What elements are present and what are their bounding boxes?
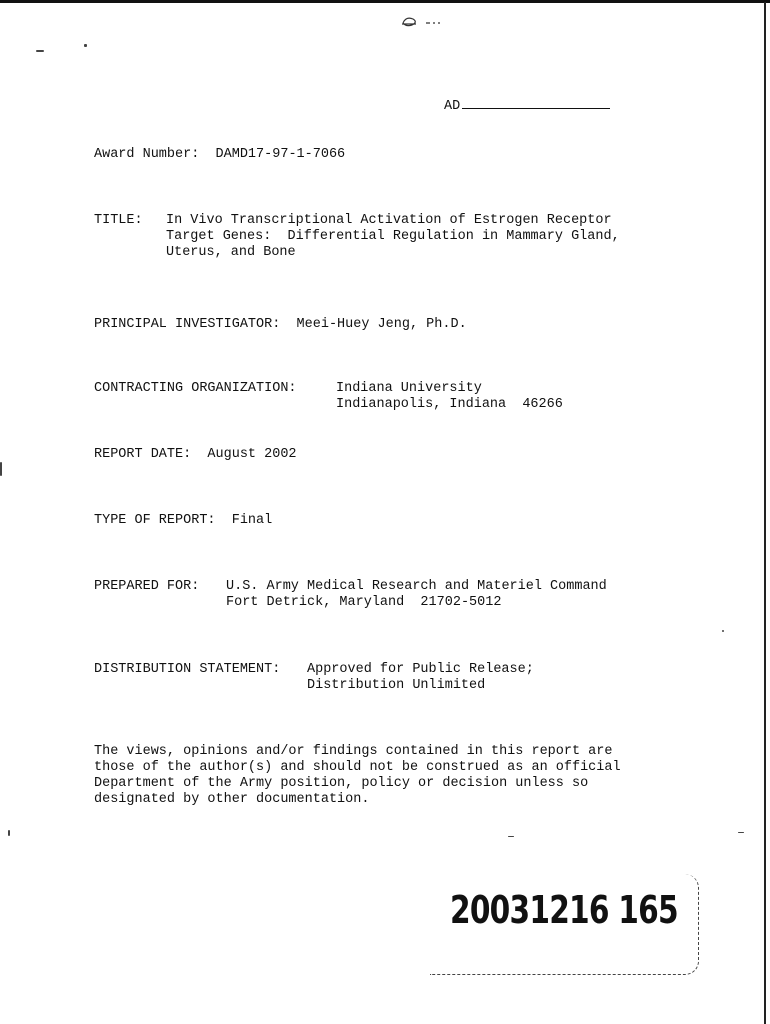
award-number (94, 147, 345, 163)
scan-speck (0, 462, 2, 476)
org-line: Indianapolis, Indiana 46266 (336, 397, 563, 412)
title-line: Target Genes: Differential Regulation in Mammary Gland, (166, 229, 620, 244)
report-type (94, 513, 272, 529)
org-line: Indiana University (336, 381, 482, 396)
prepared-for-label: PREPARED FOR: (94, 579, 200, 594)
report-type-label: TYPE OF REPORT: (94, 513, 216, 528)
distribution-label: DISTRIBUTION STATEMENT: (94, 662, 281, 677)
scan-speck (722, 630, 724, 632)
disclaimer-paragraph (94, 744, 621, 808)
scan-speck (508, 836, 514, 837)
disclaimer-line: The views, opinions and/or findings contained in this report are (94, 744, 613, 759)
disclaimer-line: Department of the Army position, policy or decision unless so (94, 776, 589, 791)
accession-stamp-number: 20031216 165 (450, 888, 678, 932)
title-line: In Vivo Transcriptional Activation of Estrogen Receptor (166, 213, 612, 228)
org-label: CONTRACTING ORGANIZATION: (94, 381, 297, 396)
scan-speck (738, 832, 744, 833)
pi-value: Meei-Huey Jeng, Ph.D. (296, 317, 467, 332)
scan-speck (8, 830, 10, 836)
top-border (0, 0, 770, 3)
ad-blank-line (462, 96, 610, 109)
prepared-for-line: Fort Detrick, Maryland 21702-5012 (226, 595, 502, 610)
title-text (166, 213, 620, 261)
scan-speck (84, 44, 87, 47)
ad-number-field (444, 96, 610, 114)
disclaimer-line: designated by other documentation. (94, 792, 370, 807)
report-date-value: August 2002 (207, 447, 297, 462)
disclaimer-line: those of the author(s) and should not be construed as an official (94, 760, 621, 775)
report-date (94, 447, 297, 463)
award-label: Award Number: (94, 147, 200, 162)
org-text (336, 381, 563, 413)
right-border (764, 2, 766, 1024)
prepared-for-text (226, 579, 607, 611)
distribution-line: Distribution Unlimited (307, 678, 486, 693)
ad-label: AD (444, 99, 461, 114)
title-label: TITLE: (94, 213, 143, 228)
pi-label: PRINCIPAL INVESTIGATOR: (94, 317, 281, 332)
distribution-line: Approved for Public Release; (307, 662, 534, 677)
distribution-text (307, 662, 534, 694)
report-date-label: REPORT DATE: (94, 447, 192, 462)
principal-investigator (94, 317, 467, 333)
report-type-value: Final (231, 513, 273, 528)
award-value: DAMD17-97-1-7066 (215, 147, 346, 162)
prepared-for-line: U.S. Army Medical Research and Materiel Command (226, 579, 607, 594)
title-line: Uterus, and Bone (166, 245, 296, 260)
scan-speck (36, 50, 44, 52)
handwritten-mark-icon (400, 14, 446, 32)
